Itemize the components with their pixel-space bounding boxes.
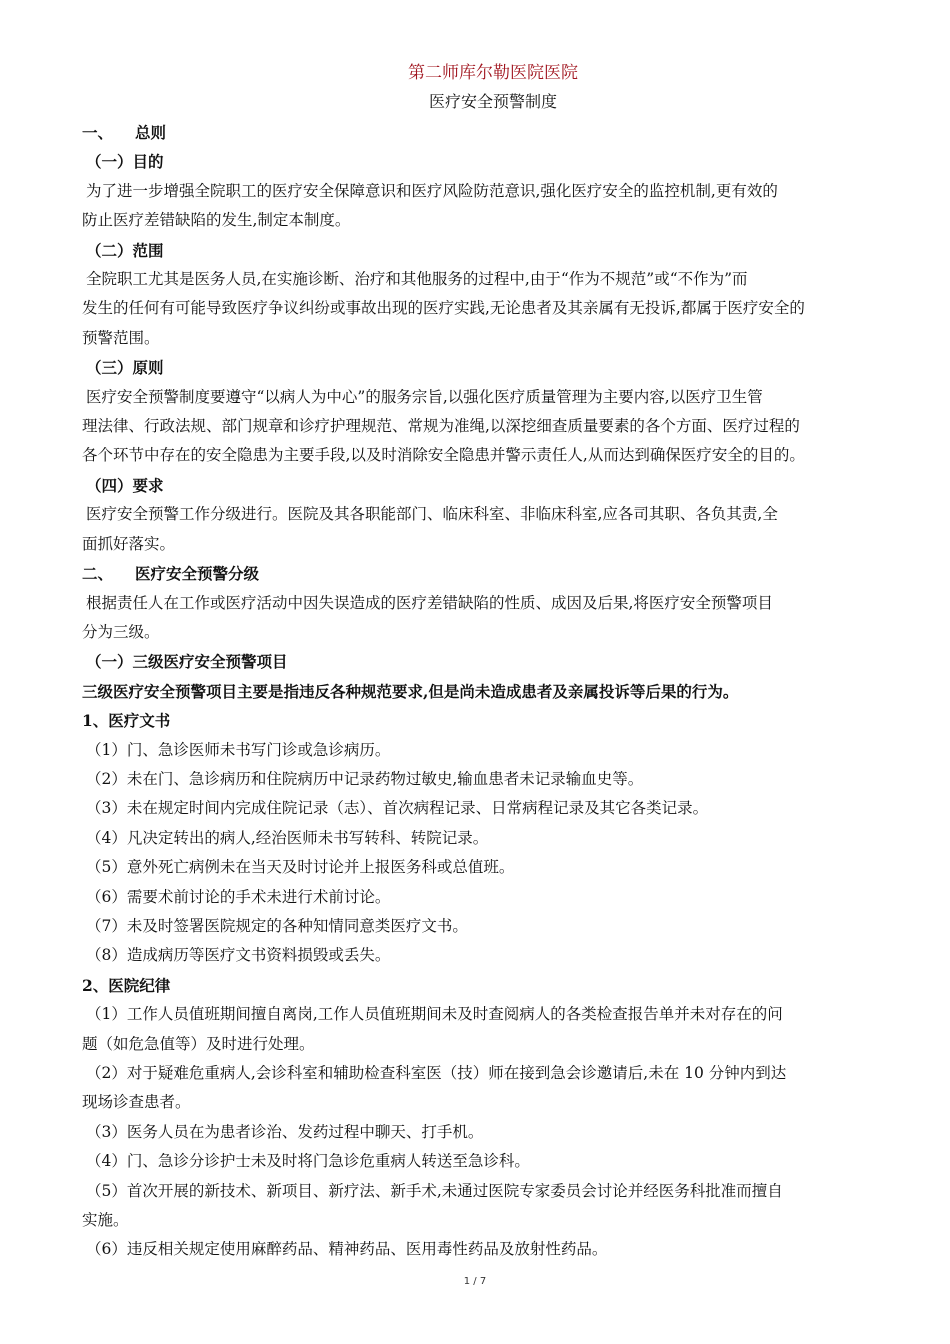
paragraph-line: 分为三级。 xyxy=(82,622,160,641)
section-title: 医疗安全预警分级 xyxy=(135,564,260,584)
subsection-heading: （四）要求 xyxy=(86,475,164,495)
paragraph-line: 预警范围。 xyxy=(82,328,160,347)
list-item: （5）首次开展的新技术、新项目、新疗法、新手术,未通过医院专家委员会讨论并经医务科批准而擅自 xyxy=(86,1181,783,1200)
group-heading-medical-documents: 1、医疗文书 xyxy=(82,711,171,731)
subsection-heading: （二）范围 xyxy=(86,240,164,260)
list-item: （7）未及时签署医院规定的各种知情同意类医疗文书。 xyxy=(86,916,468,935)
paragraph-line: 理法律、行政法规、部门规章和诊疗护理规范、常规为准绳,以深挖细查质量要素的各个方面、医疗过程的 xyxy=(82,417,800,436)
section-number: 二、 xyxy=(82,564,114,584)
list-item: （2）对于疑难危重病人,会诊科室和辅助检查科室医（技）师在接到急会诊邀请后,未在 10 分钟内到达 xyxy=(86,1064,787,1082)
paragraph-line: 医疗安全预警工作分级进行。医院及其各职能部门、临床科室、非临床科室,应各司其职、各负其责,全 xyxy=(86,505,778,524)
document-page xyxy=(82,60,904,1265)
list-item: （4）门、急诊分诊护士未及时将门急诊危重病人转送至急诊科。 xyxy=(86,1152,530,1171)
list-item: （2）未在门、急诊病历和住院病历中记录药物过敏史,输血患者未记录输血史等。 xyxy=(86,769,644,788)
page-number: 1 / 7 xyxy=(463,1276,487,1287)
list-item-continuation: 题（如危急值等）及时进行处理。 xyxy=(82,1034,315,1053)
subsection-heading: （一）目的 xyxy=(86,152,164,172)
list-item: （1）门、急诊医师未书写门诊或急诊病历。 xyxy=(86,740,391,759)
list-item: （8）造成病历等医疗文书资料损毁或丢失。 xyxy=(86,946,391,965)
paragraph-line: 面抓好落实。 xyxy=(82,534,176,553)
doc-title: 医疗安全预警制度 xyxy=(428,92,557,111)
paragraph-line: 全院职工尤其是医务人员,在实施诊断、治疗和其他服务的过程中,由于“作为不规范”或“不作为”而 xyxy=(86,270,748,289)
list-item: （6）违反相关规定使用麻醉药品、精神药品、医用毒性药品及放射性药品。 xyxy=(86,1240,608,1259)
list-item: （4）凡决定转出的病人,经治医师未书写转科、转院记录。 xyxy=(86,828,489,847)
section-title: 总则 xyxy=(135,123,167,142)
paragraph-line: 各个环节中存在的安全隐患为主要手段,以及时消除安全隐患并警示责任人,从而达到确保医疗安全的目的。 xyxy=(82,446,805,465)
section-heading-2 xyxy=(82,559,904,588)
list-item: （6）需要术前讨论的手术未进行术前讨论。 xyxy=(86,887,391,906)
group-heading-hospital-discipline: 2、医院纪律 xyxy=(82,975,171,995)
list-item-continuation: 现场诊查患者。 xyxy=(82,1093,191,1112)
paragraph-line: 根据责任人在工作或医疗活动中因失误造成的医疗差错缺陷的性质、成因及后果,将医疗安全预警项目 xyxy=(86,593,773,612)
level3-description: 三级医疗安全预警项目主要是指违反各种规范要求,但是尚未造成患者及亲属投诉等后果的行为。 xyxy=(82,681,739,701)
subsection-heading: （三）原则 xyxy=(86,358,164,378)
section-heading-1 xyxy=(82,118,904,147)
paragraph-line: 发生的任何有可能导致医疗争议纠纷或事故出现的医疗实践,无论患者及其亲属有无投诉,都属于医疗安全的 xyxy=(82,299,805,318)
org-title: 第二师库尔勒医院医院 xyxy=(408,63,578,83)
section-number: 一、 xyxy=(82,123,114,142)
list-item-continuation: 实施。 xyxy=(82,1211,129,1230)
paragraph-line: 防止医疗差错缺陷的发生,制定本制度。 xyxy=(82,211,351,230)
list-item: （5）意外死亡病例未在当天及时讨论并上报医务科或总值班。 xyxy=(86,858,515,877)
list-item: （1）工作人员值班期间擅自离岗,工作人员值班期间未及时查阅病人的各类检查报告单并未对存在的问 xyxy=(86,1005,783,1024)
paragraph-line: 医疗安全预警制度要遵守“以病人为中心”的服务宗旨,以强化医疗质量管理为主要内容,以医疗卫生管 xyxy=(86,387,763,406)
list-item: （3）未在规定时间内完成住院记录（志）、首次病程记录、日常病程记录及其它各类记录。 xyxy=(86,799,709,818)
paragraph-line: 为了进一步增强全院职工的医疗安全保障意识和医疗风险防范意识,强化医疗安全的监控机制,更有效的 xyxy=(86,181,778,200)
subsection-heading: （一）三级医疗安全预警项目 xyxy=(86,652,288,672)
list-item: （3）医务人员在为患者诊治、发药过程中聊天、打手机。 xyxy=(86,1122,484,1141)
